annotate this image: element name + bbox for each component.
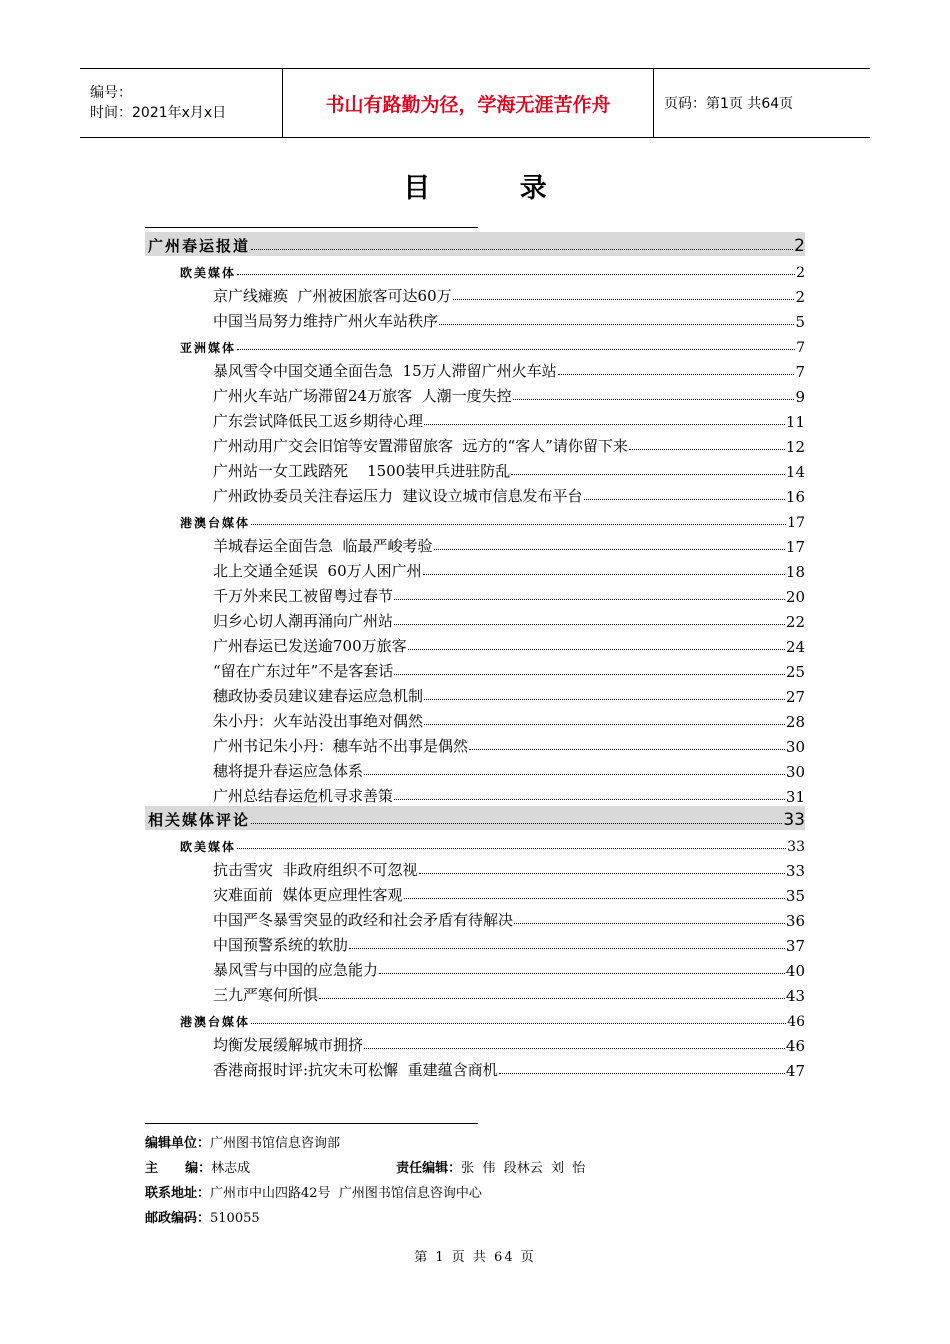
- toc-dot-leader: [514, 922, 785, 924]
- toc-entry[interactable]: [145, 930, 805, 955]
- toc-entry[interactable]: [145, 606, 805, 631]
- editors-row: [145, 1156, 585, 1181]
- document-header: [80, 68, 870, 138]
- toc-entry[interactable]: [145, 781, 805, 806]
- toc-dot-leader: [251, 248, 793, 250]
- toc-entry-title: 穗政协委员建议建春运应急机制: [213, 687, 424, 705]
- postcode-row: [145, 1206, 585, 1231]
- address-value: 广州市中山四路42号 广州图书馆信息咨询中心: [210, 1186, 482, 1201]
- toc-page-number: 47: [785, 1062, 805, 1080]
- toc-entry[interactable]: [145, 656, 805, 681]
- toc-dot-leader: [394, 673, 785, 675]
- toc-dot-leader: [424, 698, 785, 700]
- toc-entry-title: 朱小丹：火车站没出事绝对偶然: [213, 712, 424, 730]
- toc-entry-title: 港澳台媒体: [180, 516, 251, 530]
- toc-dot-leader: [237, 273, 795, 275]
- toc-entry-title: 广州书记朱小丹：穗车站不出事是偶然: [213, 737, 469, 755]
- date-label: 时间：2021年x月x日: [90, 105, 227, 121]
- top-divider: [145, 227, 478, 228]
- toc-page-number: 30: [785, 738, 805, 756]
- toc-dot-leader: [558, 373, 795, 375]
- header-page-info: 页码：第1页 共64页: [664, 96, 794, 112]
- toc-dot-leader: [404, 897, 785, 899]
- toc-page-number: 2: [795, 288, 805, 306]
- postcode-value: 510055: [210, 1211, 260, 1226]
- toc-entry-title: 香港商报时评:抗灾未可松懈 重建蕴含商机: [213, 1061, 498, 1079]
- toc-entry-title: 欧美媒体: [180, 840, 237, 854]
- toc-dot-leader: [453, 298, 795, 300]
- toc-entry[interactable]: [145, 880, 805, 905]
- editor-unit-label: 编辑单位：: [145, 1136, 211, 1151]
- toc-entry-title: 北上交通全延误 60万人困广州: [213, 562, 422, 580]
- toc-page-number: 5: [795, 313, 805, 331]
- toc-page-number: 24: [785, 638, 805, 656]
- toc-entry[interactable]: [145, 955, 805, 980]
- toc-entry[interactable]: [145, 756, 805, 781]
- toc-entry-title: 广州春运已发送逾700万旅客: [213, 637, 407, 655]
- toc-dot-leader: [424, 423, 785, 425]
- toc-dot-leader: [424, 723, 785, 725]
- toc-dot-leader: [434, 548, 785, 550]
- chief-editor-value: 林志成: [211, 1161, 251, 1176]
- toc-page-number: 25: [785, 663, 805, 681]
- toc-page-number: 46: [785, 1037, 805, 1055]
- toc-page-number: 22: [785, 613, 805, 631]
- toc-dot-leader: [394, 798, 785, 800]
- toc-page-number: 18: [785, 563, 805, 581]
- toc-dot-leader: [349, 947, 785, 949]
- toc-dot-leader: [513, 398, 795, 400]
- toc-dot-leader: [237, 348, 795, 350]
- toc-dot-leader: [499, 1072, 785, 1074]
- toc-page-number: 16: [785, 488, 805, 506]
- toc-dot-leader: [364, 1047, 785, 1049]
- toc-entry-title: 归乡心切人潮再涌向广州站: [213, 612, 394, 630]
- toc-dot-leader: [319, 997, 785, 999]
- toc-entry[interactable]: [145, 980, 805, 1005]
- toc-entry-title: 港澳台媒体: [180, 1015, 251, 1029]
- toc-dot-leader: [251, 822, 782, 824]
- toc-entry[interactable]: [145, 855, 805, 880]
- toc-page-number: 12: [785, 438, 805, 456]
- page-footer: 第 1 页 共 64 页: [414, 1250, 536, 1265]
- toc-entry-title: 羊城春运全面告急 临最严峻考验: [213, 537, 433, 555]
- toc-subsection[interactable]: [145, 1005, 805, 1030]
- toc-subsection[interactable]: [145, 830, 805, 855]
- toc-page-number: 14: [785, 463, 805, 481]
- toc-subsection[interactable]: [145, 331, 805, 356]
- toc-entry[interactable]: [145, 481, 805, 506]
- toc-page-number: 2: [794, 236, 805, 256]
- toc-entry[interactable]: [145, 306, 805, 331]
- toc-entry[interactable]: [145, 1030, 805, 1055]
- toc-entry-title: 三九严寒何所惧: [213, 986, 319, 1004]
- toc-entry[interactable]: [145, 556, 805, 581]
- toc-page-number: 33: [787, 839, 805, 855]
- toc-page-number: 7: [795, 363, 805, 381]
- toc-entry-title: 穗将提升春运应急体系: [213, 762, 364, 780]
- toc-dot-leader: [251, 523, 786, 525]
- toc-entry[interactable]: [145, 406, 805, 431]
- toc-dot-leader: [419, 872, 785, 874]
- toc-dot-leader: [251, 1022, 786, 1024]
- toc-subsection[interactable]: [145, 256, 805, 281]
- toc-entry-title: 中国当局努力维持广州火车站秩序: [213, 312, 439, 330]
- toc-entry[interactable]: [145, 356, 805, 381]
- toc-page-number: 7: [796, 340, 805, 356]
- toc-entry-title: 抗击雪灾 非政府组织不可忽视: [213, 861, 418, 879]
- table-of-contents: [145, 232, 805, 1080]
- toc-dot-leader: [364, 773, 785, 775]
- toc-dot-leader: [439, 323, 794, 325]
- toc-entry[interactable]: [145, 531, 805, 556]
- toc-page-number: 17: [785, 538, 805, 556]
- toc-entry-title: 中国严冬暴雪突显的政经和社会矛盾有待解决: [213, 911, 514, 929]
- toc-page-number: 11: [785, 413, 805, 431]
- publication-info: [145, 1131, 585, 1231]
- toc-page-number: 30: [785, 763, 805, 781]
- toc-dot-leader: [511, 473, 785, 475]
- toc-entry[interactable]: [145, 731, 805, 756]
- toc-entry-title: 暴风雪与中国的应急能力: [213, 961, 379, 979]
- toc-dot-leader: [629, 448, 785, 450]
- toc-entry[interactable]: [145, 456, 805, 481]
- toc-page-number: 35: [785, 887, 805, 905]
- toc-section[interactable]: [145, 806, 805, 830]
- toc-entry[interactable]: [145, 631, 805, 656]
- toc-page-number: 28: [785, 713, 805, 731]
- toc-page-number: 36: [785, 912, 805, 930]
- address-label: 联系地址：: [145, 1186, 211, 1201]
- toc-page-number: 27: [785, 688, 805, 706]
- toc-dot-leader: [408, 648, 785, 650]
- toc-entry-title: 广东尝试降低民工返乡期待心理: [213, 412, 424, 430]
- toc-page-number: 33: [785, 862, 805, 880]
- toc-entry-title: 广州动用广交会旧馆等安置滞留旅客 远方的“客人”请你留下来: [213, 437, 628, 455]
- toc-section[interactable]: [145, 232, 805, 256]
- toc-entry[interactable]: [145, 681, 805, 706]
- responsible-editor-value: 张 伟 段林云 刘 怡: [461, 1161, 586, 1176]
- address-row: [145, 1181, 585, 1206]
- toc-entry-title: 京广线瘫痪 广州被困旅客可达60万: [213, 287, 452, 305]
- toc-entry-title: 暴风雪令中国交通全面告急 15万人滞留广州火车站: [213, 362, 557, 380]
- toc-entry-title: 中国预警系统的软肋: [213, 936, 349, 954]
- toc-entry[interactable]: [145, 1055, 805, 1080]
- toc-entry[interactable]: [145, 281, 805, 306]
- responsible-editor-label: 责任编辑：: [396, 1161, 462, 1176]
- page-title: 目 录: [403, 173, 587, 204]
- toc-page-number: 40: [785, 962, 805, 980]
- toc-entry-title: 广州火车站广场滞留24万旅客 人潮一度失控: [213, 387, 512, 405]
- toc-page-number: 2: [796, 265, 805, 281]
- toc-entry[interactable]: [145, 581, 805, 606]
- toc-dot-leader: [394, 623, 785, 625]
- toc-page-number: 43: [785, 987, 805, 1005]
- toc-page-number: 37: [785, 937, 805, 955]
- toc-dot-leader: [469, 748, 785, 750]
- toc-dot-leader: [394, 598, 785, 600]
- header-meta: [80, 69, 282, 137]
- toc-entry-title: 广州春运报道: [148, 237, 251, 255]
- toc-page-number: 46: [787, 1014, 805, 1030]
- toc-subsection[interactable]: [145, 506, 805, 531]
- toc-entry[interactable]: [145, 905, 805, 930]
- toc-entry[interactable]: [145, 706, 805, 731]
- toc-entry-title: 广州站一女工践踏死 1500装甲兵进驻防乱: [213, 462, 511, 480]
- toc-entry[interactable]: [145, 431, 805, 456]
- toc-entry-title: 灾难面前 媒体更应理性客观: [213, 886, 403, 904]
- header-motto: 书山有路勤为径，学海无涯苦作舟: [282, 69, 654, 137]
- number-label: 编号：: [90, 85, 132, 101]
- toc-entry[interactable]: [145, 381, 805, 406]
- chief-editor-label: 主 编：: [145, 1161, 212, 1176]
- toc-dot-leader: [237, 847, 786, 849]
- toc-dot-leader: [423, 573, 785, 575]
- toc-entry-title: “留在广东过年”不是客套话: [213, 662, 394, 680]
- toc-page-number: 20: [785, 588, 805, 606]
- toc-page-number: 9: [795, 388, 805, 406]
- toc-page-number: 33: [783, 810, 805, 830]
- bottom-divider: [145, 1123, 478, 1124]
- toc-page-number: 17: [787, 515, 805, 531]
- toc-entry-title: 欧美媒体: [180, 266, 237, 280]
- editor-unit-value: 广州图书馆信息咨询部: [210, 1136, 341, 1151]
- toc-dot-leader: [379, 972, 785, 974]
- toc-entry-title: 广州总结春运危机寻求善策: [213, 787, 394, 805]
- toc-entry-title: 广州政协委员关注春运压力 建议设立城市信息发布平台: [213, 487, 583, 505]
- toc-dot-leader: [584, 498, 785, 500]
- editor-unit-row: [145, 1131, 585, 1156]
- toc-entry-title: 相关媒体评论: [148, 811, 251, 829]
- toc-entry-title: 亚洲媒体: [180, 341, 237, 355]
- toc-page-number: 31: [785, 788, 805, 806]
- toc-entry-title: 均衡发展缓解城市拥挤: [213, 1036, 364, 1054]
- postcode-label: 邮政编码：: [145, 1211, 211, 1226]
- toc-entry-title: 千万外来民工被留粤过春节: [213, 587, 394, 605]
